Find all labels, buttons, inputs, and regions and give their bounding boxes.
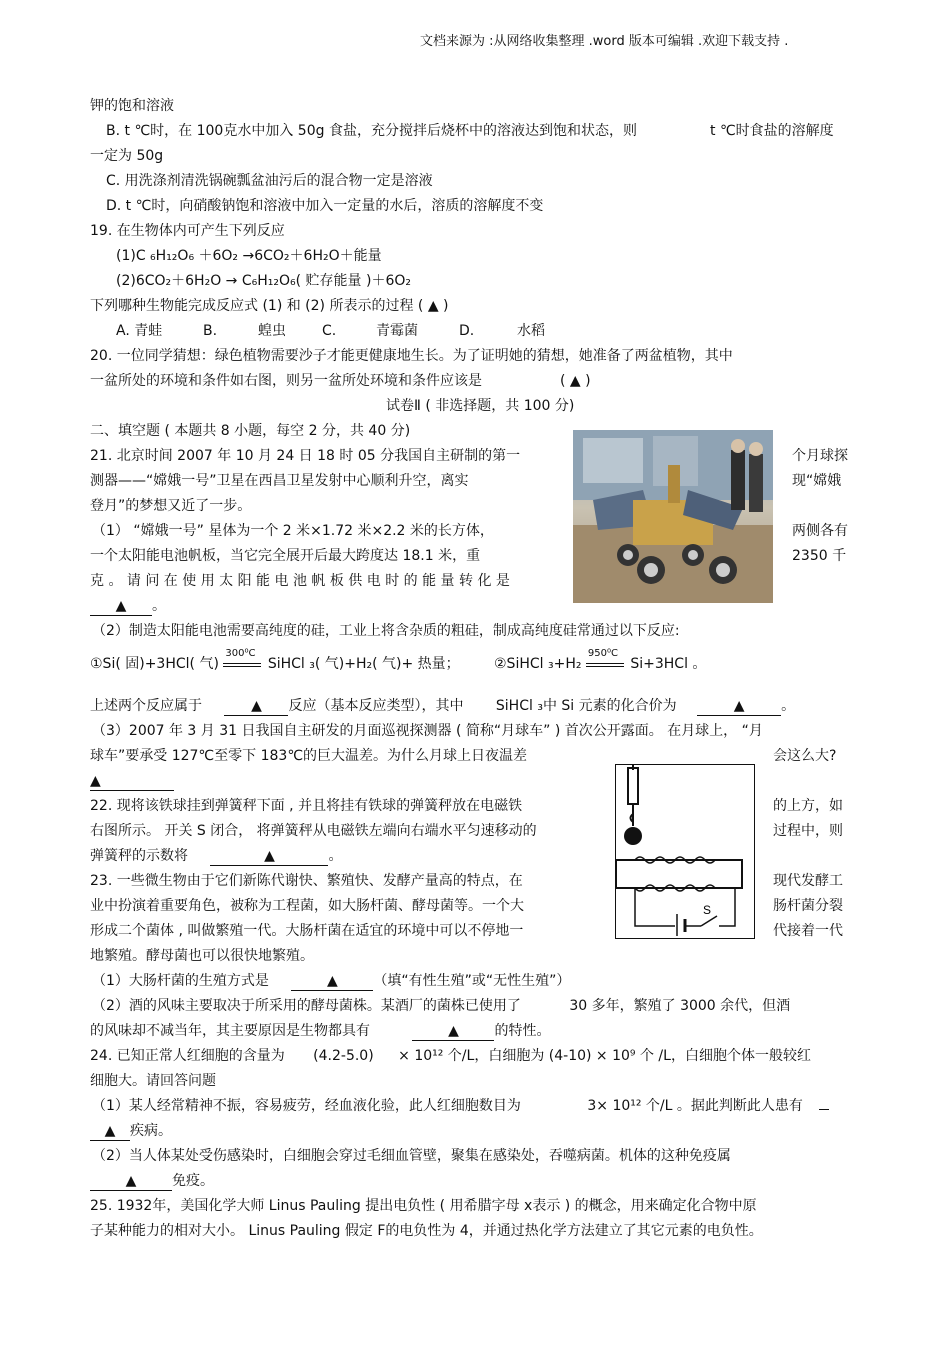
eq2-condition bbox=[586, 648, 626, 674]
q24-line-1-a: 24. 已知正常人红细胞的含量为 bbox=[90, 1048, 285, 1064]
q18-option-b: B. t ℃时，在 100克水中加入 50g 食盐，充分搅拌后烧杯中的溶液达到饱和状态，则 bbox=[106, 123, 637, 139]
q19-option-c-text: 青霉菌 bbox=[376, 323, 418, 339]
q21-part2-line: （2）制造太阳能电池需要高纯度的硅，工业上将含杂质的粗硅，制成高纯度硅常通过以下反应: bbox=[92, 623, 680, 639]
q21-equation-2 bbox=[494, 648, 707, 674]
eq1-condition bbox=[223, 648, 263, 674]
q22-line-1: 22. 现将该铁球挂到弹簧秤下面 , 并且将挂有铁球的弹簧秤放在电磁铁 bbox=[90, 798, 523, 814]
eq1-products: SiHCl ₃( 气)+H₂( 气)+ 热量； bbox=[267, 656, 460, 672]
q21-line-1: 21. 北京时间 2007 年 10 月 24 日 18 时 05 分我国自主研制的第一 bbox=[90, 448, 521, 464]
lunar-rover-photo bbox=[573, 430, 773, 603]
q20-line-1: 20. 一位同学猜想：绿色植物需要沙子才能更健康地生长。为了证明她的猜想，她准备了两盆植物，其中 bbox=[90, 348, 733, 364]
q19-stem: 19. 在生物体内可产生下列反应 bbox=[90, 223, 285, 239]
q25-line-2: 子某种能力的相对大小。 Linus Pauling 假定 F的电负性为 4，并通过热化学方法建立了其它元素的电负性。 bbox=[90, 1223, 763, 1239]
q19-option-b-text: 蝗虫 bbox=[258, 323, 286, 339]
q24-part1-line-2 bbox=[90, 1121, 172, 1141]
q22-line-2-right: 过程中，则 bbox=[773, 823, 843, 839]
eq2-condition-text: 950⁰C bbox=[587, 648, 618, 659]
q21-part3-line-2: 球车”要承受 127℃至零下 183℃的巨大温差。为什么月球上日夜温差 bbox=[90, 748, 528, 764]
answer-blank[interactable]: ▲ bbox=[291, 972, 373, 991]
fill-section-title: 二、填空题 ( 本题共 8 小题，每空 2 分，共 40 分) bbox=[90, 423, 411, 439]
q22-line-1-right: 的上方，如 bbox=[773, 798, 843, 814]
q22-line-3-text: 弹簧秤的示数将 bbox=[90, 848, 188, 864]
q24-line-2: 细胞大。请回答问题 bbox=[90, 1073, 216, 1089]
q21-part2-question-b: 反应（基本反应类型），其中 bbox=[288, 698, 464, 714]
q18-option-d: D. t ℃时，向硝酸钠饱和溶液中加入一定量的水后，溶质的溶解度不变 bbox=[106, 198, 544, 214]
eq2-reactants: ②SiHCl ₃+H₂ bbox=[494, 656, 582, 672]
q24-line-1-b: (4.2-5.0) bbox=[313, 1048, 374, 1064]
q19-option-c-letter: C. bbox=[322, 323, 337, 339]
q21-part3-line-2-right: 会这么大? bbox=[773, 748, 837, 764]
q23-part2-line-1 bbox=[92, 996, 790, 1016]
q19-option-d-text: 水稻 bbox=[517, 323, 545, 339]
q19-option-d-letter: D. bbox=[459, 323, 475, 339]
q21-part2-question-a: 上述两个反应属于 bbox=[90, 698, 202, 714]
q21-part2-question-c: SiHCl ₃中 Si 元素的化合价为 bbox=[495, 698, 677, 714]
eq1-reactants: ①Si( 固)+3HCl( 气) bbox=[90, 656, 219, 672]
q23-part2-text-d: 的特性。 bbox=[494, 1023, 551, 1039]
electromagnet-circuit-diagram bbox=[615, 764, 755, 939]
q23-part1-text: （1）大肠杆菌的生殖方式是 bbox=[92, 973, 269, 989]
q23-line-3-right: 代接着一代 bbox=[773, 923, 843, 939]
q21-part3-answer bbox=[90, 771, 174, 791]
q24-line-1 bbox=[90, 1046, 811, 1066]
switch-label: S bbox=[703, 903, 712, 917]
q21-part1-line-2-right: 2350 千 bbox=[792, 548, 847, 564]
q23-line-1-right: 现代发酵工 bbox=[773, 873, 843, 889]
q19-question: 下列哪种生物能完成反应式 (1) 和 (2) 所表示的过程 ( ▲ ) bbox=[90, 298, 449, 314]
q21-part1-line-2: 一个太阳能电池帆板，当它完全展开后最大跨度达 18.1 米，重 bbox=[90, 548, 481, 564]
q19-reaction-1: (1)C ₆H₁₂O₆ ＋6O₂ →6CO₂＋6H₂O＋能量 bbox=[116, 248, 382, 264]
page-header: 文档来源为 :从网络收集整理 .word 版本可编辑 .欢迎下载支持 . bbox=[420, 34, 789, 49]
q21-part1-line-1: （1） “嫦娥一号” 星体为一个 2 米×1.72 米×2.2 米的长方体， bbox=[92, 523, 494, 539]
q18-option-a-continued: 钾的饱和溶液 bbox=[90, 98, 174, 114]
q23-line-2-right: 肠杆菌分裂 bbox=[773, 898, 843, 914]
q24-part1-a: （1）某人经常精神不振，容易疲劳，经血液化验，此人红细胞数目为 bbox=[92, 1098, 521, 1114]
answer-blank[interactable]: ▲ bbox=[412, 1022, 494, 1041]
q24-part1-c: 疾病。 bbox=[130, 1123, 172, 1139]
answer-blank[interactable]: ▲ bbox=[90, 772, 174, 791]
q21-part1-line-1-right: 两侧各有 bbox=[792, 523, 848, 539]
q18-option-c: C. 用洗涤剂清洗锅碗瓢盆油污后的混合物一定是溶液 bbox=[106, 173, 433, 189]
iron-ball bbox=[624, 827, 642, 845]
answer-blank[interactable]: ▲ bbox=[210, 847, 328, 866]
q21-line-1-right: 个月球探 bbox=[792, 448, 848, 464]
answer-blank[interactable]: ▲ bbox=[697, 697, 781, 716]
answer-blank[interactable]: ▲ bbox=[224, 697, 288, 716]
q23-part1 bbox=[92, 971, 570, 991]
q23-line-3: 形成二个菌体 , 叫做繁殖一代。大肠杆菌在适宜的环境中可以不停地一 bbox=[90, 923, 524, 939]
section-2-title: 试卷Ⅱ ( 非选择题，共 100 分) bbox=[386, 398, 575, 414]
q23-part1-hint: （填“有性生殖”或“无性生殖”） bbox=[373, 973, 571, 989]
eq1-condition-text: 300⁰C bbox=[225, 648, 256, 659]
q24-line-1-c: × 10¹² 个/L，白细胞为 (4-10) × 10⁹ 个 /L，白细胞个体一般较红 bbox=[398, 1048, 811, 1064]
q19-option-a: A. 青蛙 bbox=[116, 323, 163, 339]
q19-option-b-letter: B. bbox=[203, 323, 218, 339]
q18-option-b-right: t ℃时食盐的溶解度 bbox=[710, 123, 834, 139]
q23-part2-text: （2）酒的风味主要取决于所采用的酵母菌株。某酒厂的菌株已使用了 bbox=[92, 998, 521, 1014]
q21-line-2: 测器——“嫦娥一号”卫星在西昌卫星发射中心顺利升空，离实 bbox=[90, 473, 469, 489]
answer-blank[interactable]: ▲ bbox=[90, 597, 152, 616]
q24-part2-c: 免疫。 bbox=[172, 1173, 214, 1189]
q23-part2-line-2 bbox=[90, 1021, 550, 1041]
q20-line-2: 一盆所处的环境和条件如右图，则另一盆所处环境和条件应该是 bbox=[90, 373, 482, 389]
q23-part2-text-b: 30 多年，繁殖了 3000 余代，但酒 bbox=[569, 998, 791, 1014]
q22-line-3: 弹簧秤的示数将 ▲ 。 bbox=[90, 848, 343, 864]
q24-part2-line-1: （2）当人体某处受伤感染时，白细胞会穿过毛细血管壁，聚集在感染处，吞噬病菌。机体的这种免疫属 bbox=[92, 1148, 731, 1164]
eq2-products: Si+3HCl 。 bbox=[630, 656, 707, 672]
q24-part1-line-1 bbox=[92, 1096, 829, 1116]
q25-line-1: 25. 1932年，美国化学大师 Linus Pauling 提出电负性 ( 用希腊字母 x表示 ) 的概念，用来确定化合物中原 bbox=[90, 1198, 757, 1214]
q23-line-4: 地繁殖。酵母菌也可以很快地繁殖。 bbox=[90, 948, 314, 964]
q21-line-2-right: 现“嫦娥 bbox=[792, 473, 842, 489]
q20-answer: ( ▲ ) bbox=[560, 373, 591, 389]
q24-part2-line-2 bbox=[90, 1171, 214, 1191]
answer-blank[interactable]: ▲ bbox=[90, 1122, 130, 1141]
q18-option-b-continued: 一定为 50g bbox=[90, 148, 164, 164]
q21-part3-line-1: （3）2007 年 3 月 31 日我国自主研发的月面巡视探测器 ( 简称“月球车” ) 首次公开露面。 在月球上， “月 bbox=[92, 723, 763, 739]
q23-line-2: 业中扮演着重要角色，被称为工程菌，如大肠杆菌、酵母菌等。一个大 bbox=[90, 898, 524, 914]
q22-line-2: 右图所示。 开关 S 闭合， 将弹簧秤从电磁铁左端向右端水平匀速移动的 bbox=[90, 823, 537, 839]
answer-blank[interactable]: ▲ bbox=[90, 1172, 172, 1191]
q21-part2-question: 上述两个反应属于 ▲ 反应（基本反应类型），其中 SiHCl ₃中 Si 元素的化合价为 ▲ 。 bbox=[90, 698, 796, 714]
q19-reaction-2: (2)6CO₂＋6H₂O → C₆H₁₂O₆( 贮存能量 )＋6O₂ bbox=[116, 273, 411, 289]
q21-part1-answer: ▲ 。 bbox=[90, 596, 166, 616]
q21-equation-1 bbox=[90, 648, 460, 674]
q21-part1-line-3: 克 。 请 问 在 使 用 太 阳 能 电 池 帆 板 供 电 时 的 能 量 转 化 是 bbox=[90, 573, 510, 589]
q21-line-3: 登月”的梦想又近了一步。 bbox=[90, 498, 252, 514]
q23-line-1: 23. 一些微生物由于它们新陈代谢快、繁殖快、发酵产量高的特点，在 bbox=[90, 873, 523, 889]
q23-part2-text-c: 的风味却不减当年，其主要原因是生物都具有 bbox=[90, 1023, 370, 1039]
q24-part1-b: 3× 10¹² 个/L 。据此判断此人患有 bbox=[587, 1098, 803, 1114]
